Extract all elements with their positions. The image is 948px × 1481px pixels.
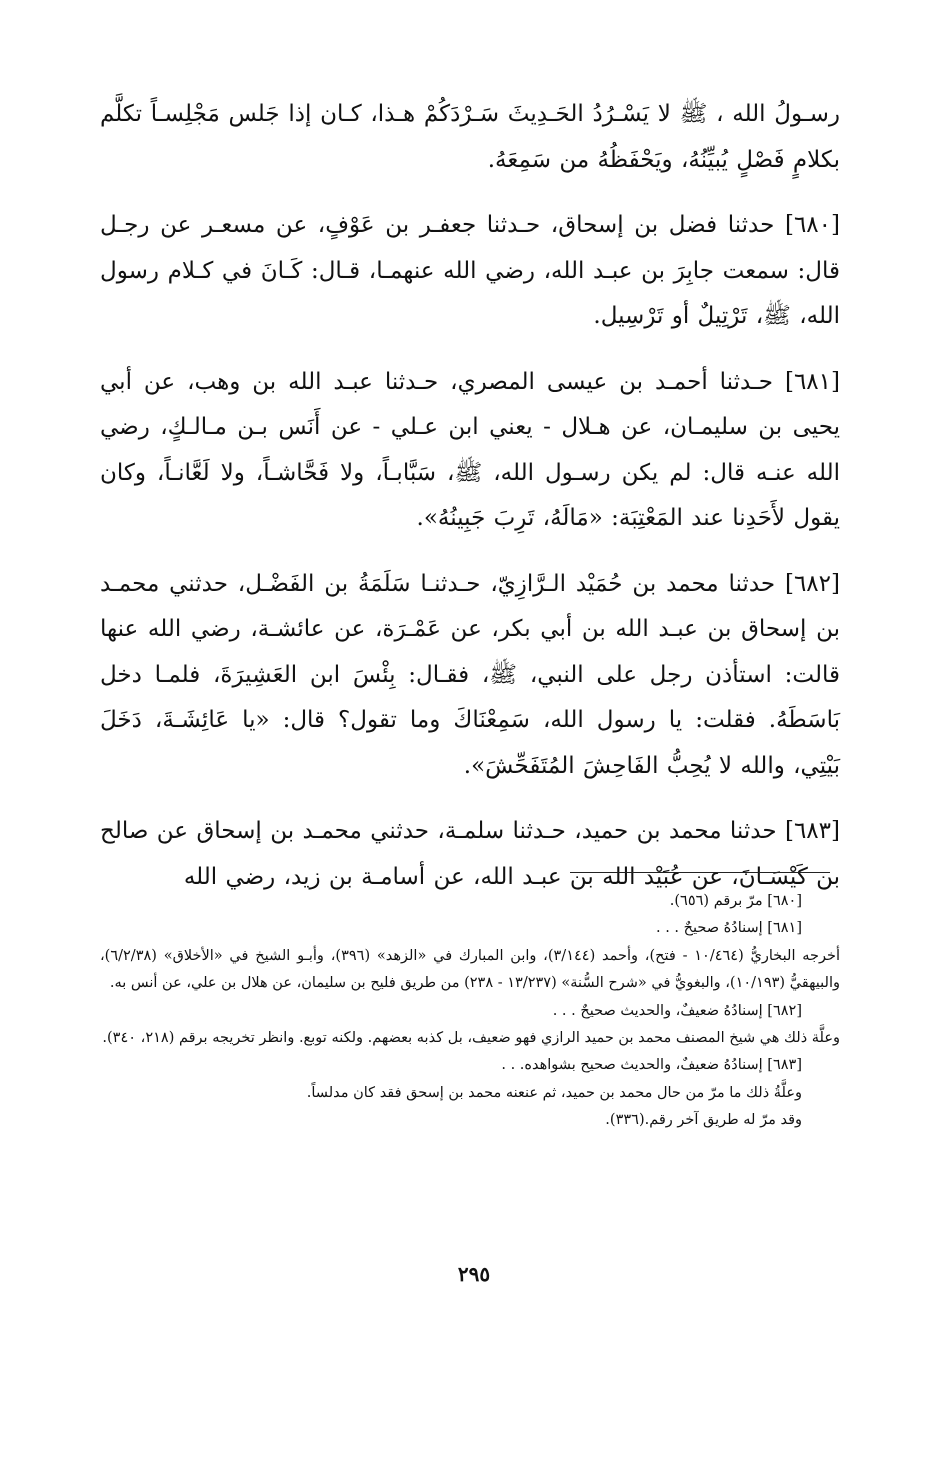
hadith-682: [٦٨٢] حدثنا محمد بن حُمَيْد الـرَّازِيّ، حـدثنـا سَلَمَةُ بن الفَضْـل، حدثني محمـد بن إسحاق بن عبـد الله بن أبي بكر، عن عَمْـرَة، عن عائشـة، رضي الله عنها قالت: استأذن رجل على النبي، ﷺ، فقـال: بِئْسَ ابن العَشِيرَةَ، فلمـا دخل بَاسَطَهُ. فقلت: يا رسول الله، سَمِعْنَاكَ وما تقول؟ قال: «يا عَائِشَـةَ، دَخَلَ بَيْتِي، والله لا يُحِبُّ الفَاحِشَ المُتَفَحِّشَ». xyxy=(100,570,840,779)
footnote-line: [٦٨٢] إسنادُهُ ضعيفٌ، والحديث صحيحٌ . . . xyxy=(552,1002,802,1019)
hadith-681: [٦٨١] حـدثنا أحمـد بن عيسى المصري، حـدثنا عبـد الله بن وهب، عن أبي يحيى بن سليمـان، عن هـلال - يعني ابن عـلي - عن أَنَس بـن مـالـكٍ، رضي الله عنـه قال: لم يكن رسـول الله، ﷺ، سَبَّابـاً، ولا فَحَّاشـاً، ولا لَعَّانـاً، وكان يقول لأَحَدِنا عند المَعْتِبَة: «مَالَهُ، تَرِبَ جَبِينُهُ». xyxy=(100,368,840,531)
footnote-line: أخرجه البخاريُّ (١٠/٤٦٤ - فتح)، وأحمد (٣/١٤٤)، وابن المبارك في «الزهد» (٣٩٦)، وأبـو الشيخ في «الأخلاق» (٦/٢/٣٨)، والبيهقيُّ (١٠/١٩٣)، والبغويُّ في «شرح السُّنة» (١٣/٢٣٧ - ٢٣٨) من طريق فليح بن سليمان، عن هلال بن علي، عن أنس به. xyxy=(100,947,841,992)
footnote-line: وعلَّةُ ذلك ما مرّ من حال محمد بن حميد، ثم عنعنه محمد بن إسحق فقد كان مدلساً. xyxy=(306,1084,802,1101)
main-text xyxy=(100,92,840,920)
hadith-683: [٦٨٣] حدثنا محمد بن حميد، حـدثنا سلمـة، حدثني محمـد بن إسحاق عن صالح بن كَيْسَـانَ، عن عُبَيْد الله بن عبـد الله، عن أسامـة بن زيد، رضي الله xyxy=(100,818,840,890)
paragraph-continuation: رسـولُ الله ، ﷺ لا يَسْـرُدُ الحَـدِيثَ سَـرْدَكُمْ هـذا، كـان إذا جَلس مَجْلِسـاً تكلَّم بكلامٍ فَصْلٍ يُبيِّنُهُ، ويَحْفَظُهُ من سَمِعَهُ. xyxy=(100,101,840,173)
footnote-line: [٦٨١] إسنادُهُ صحيحٌ . . . xyxy=(655,920,802,937)
footnote-line: [٦٨٠] مرّ برقم (٦٥٦). xyxy=(669,893,802,909)
footnote-line: وعلَّة ذلك هي شيخ المصنف محمد بن حميد الرازي فهو ضعيف، بل كذبه بعضهم. ولكنه توبع. وانظر تخريجه برقم (٢١٨، ٣٤٠). xyxy=(102,1030,840,1047)
footnote-divider xyxy=(570,872,830,873)
footnote-line: وقد مرّ له طريق آخر رقم.(٣٣٦). xyxy=(605,1112,802,1129)
footnotes xyxy=(100,888,840,1135)
page-number: ٢٩٥ xyxy=(457,1262,491,1286)
hadith-680: [٦٨٠] حدثنا فضل بن إسحاق، حـدثنا جعفـر بن عَوْفٍ، عن مسعـر عن رجـل قال: سمعت جابِرَ بن عبـد الله، رضي الله عنهمـا، قـال: كَـانَ في كـلام رسول الله، ﷺ، تَرْتِيلٌ أو تَرْسِيل. xyxy=(100,212,840,329)
footnote-line: [٦٨٣] إسنادُهُ ضعيفٌ، والحديث صحيح بشواهده. . . xyxy=(501,1057,802,1074)
